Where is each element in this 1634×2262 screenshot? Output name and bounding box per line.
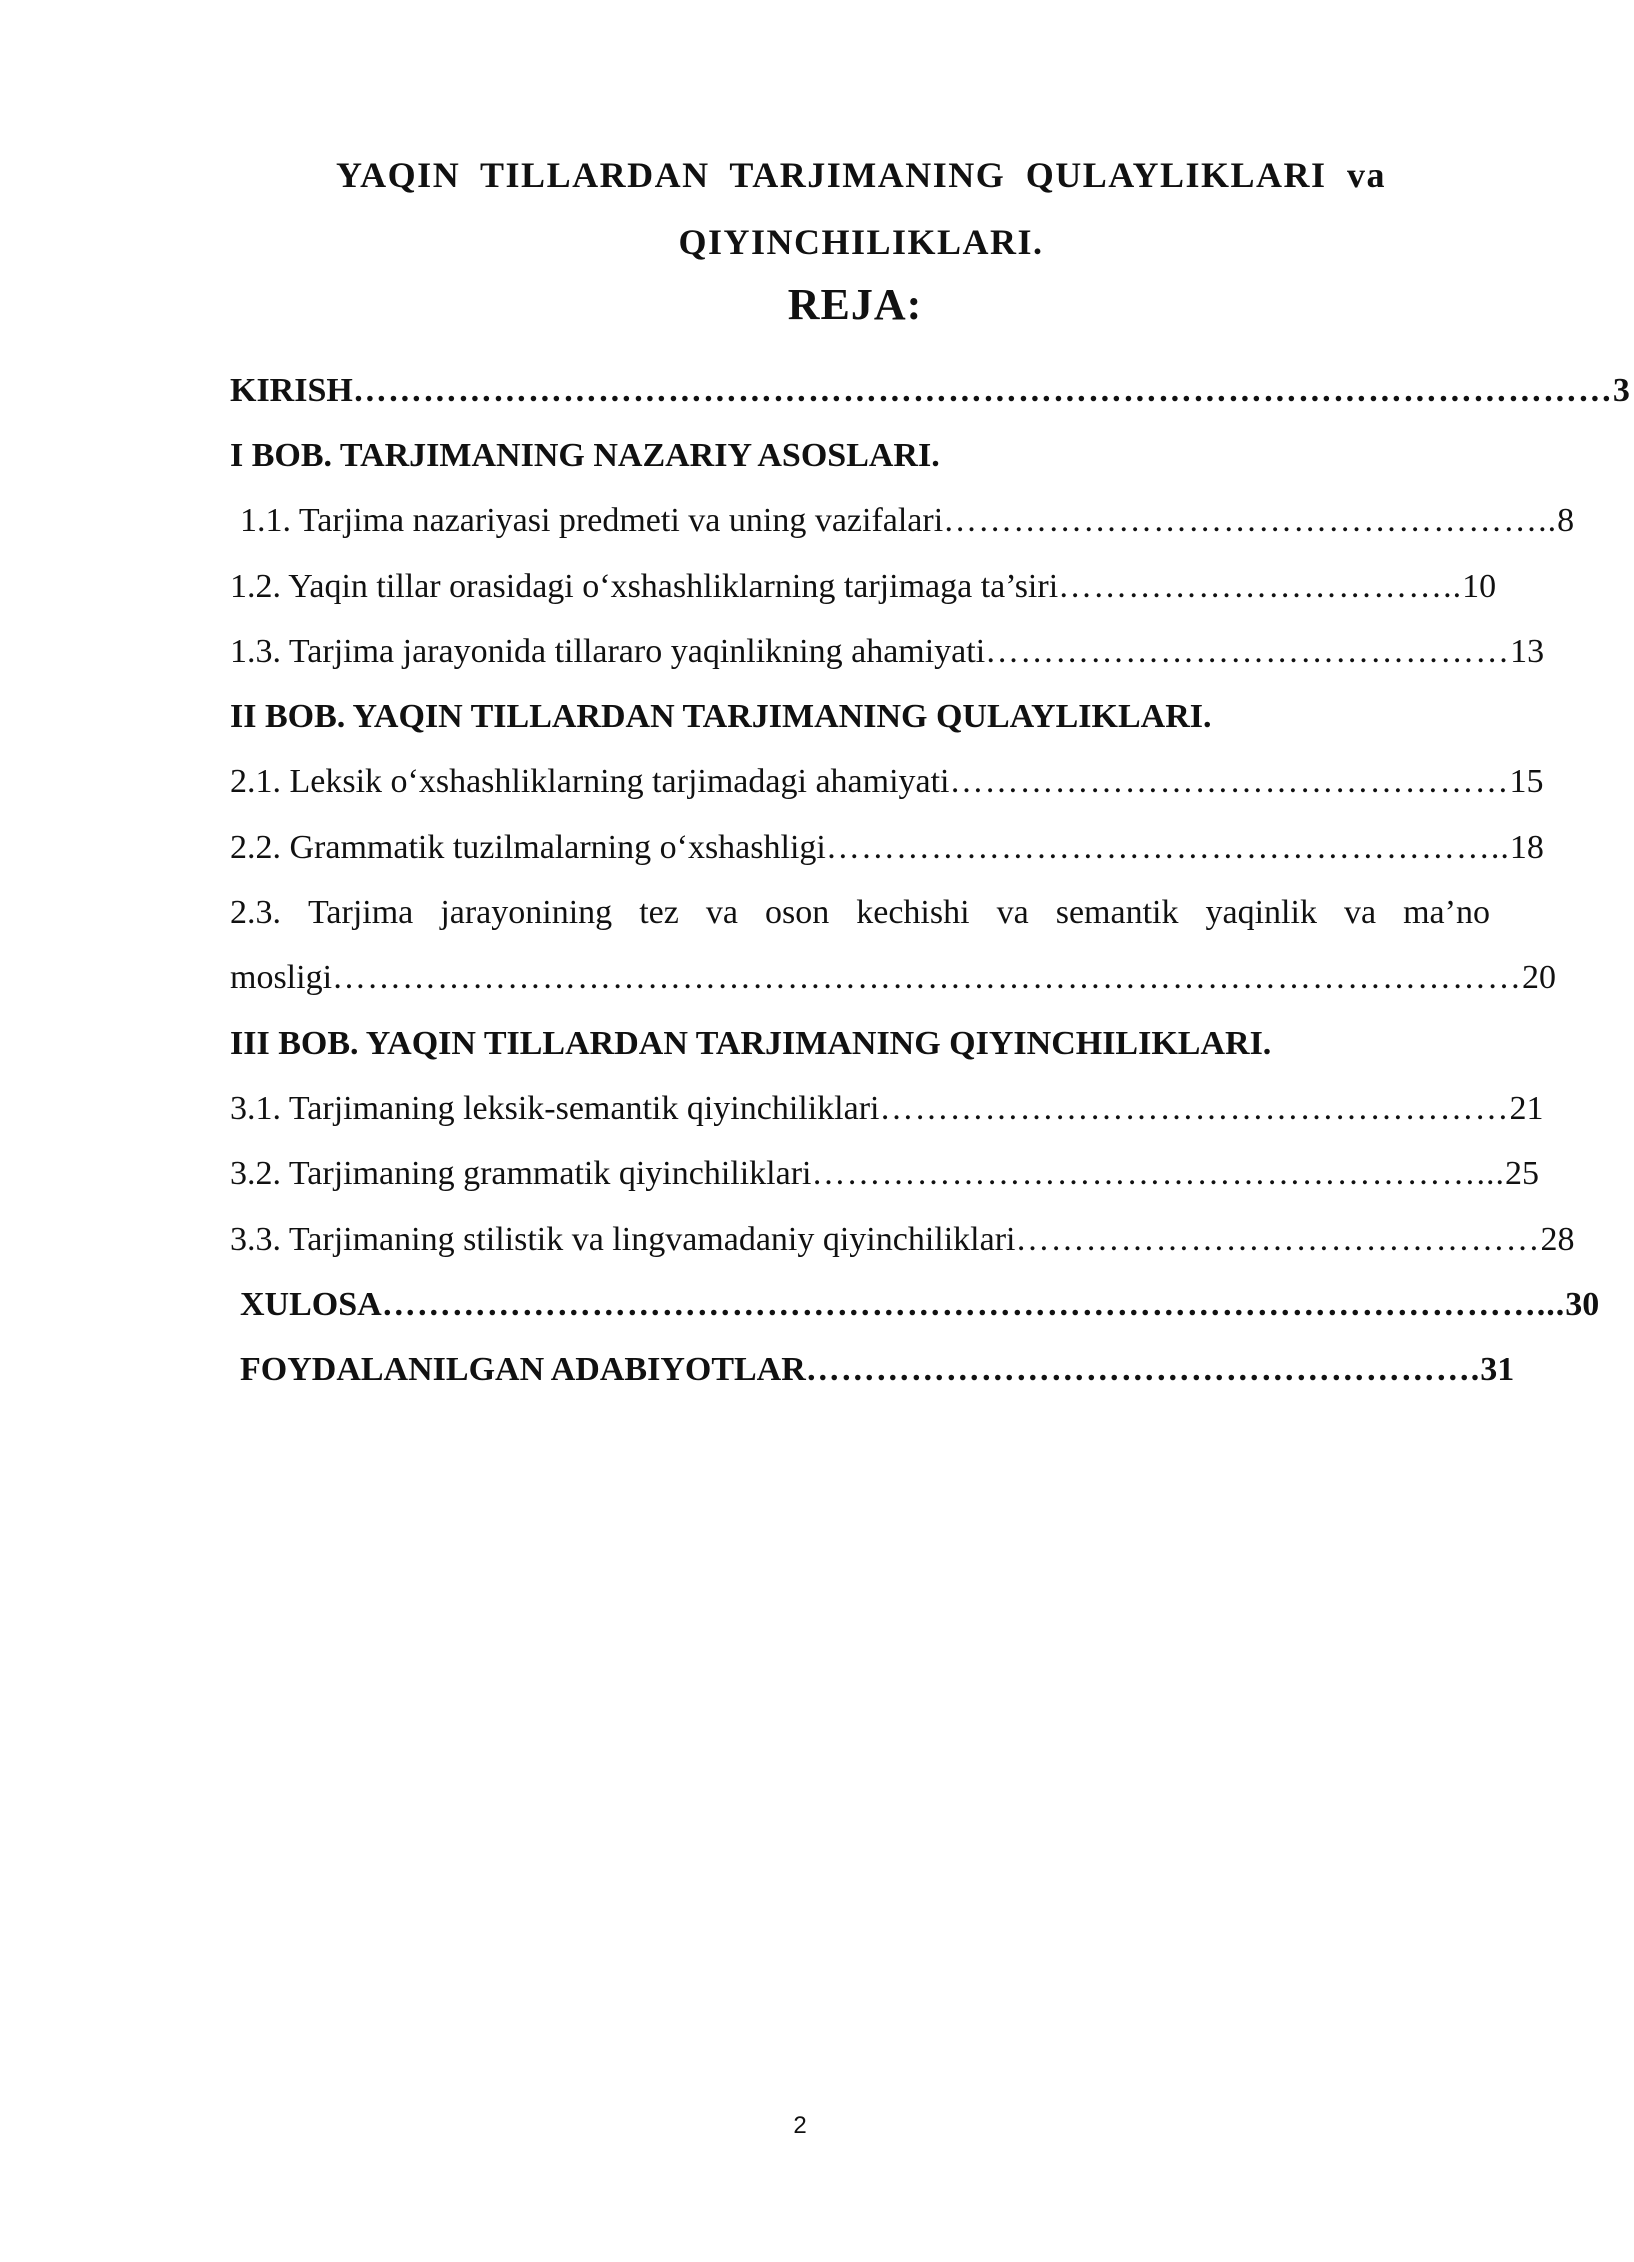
title-line-1: YAQIN TILLARDAN TARJIMANING QULAYLIKLARI va — [335, 155, 1386, 195]
toc-chapter-2 — [230, 684, 1492, 749]
toc-leader-dots: ………………………………………………………………………………………... — [381, 1285, 1566, 1323]
toc-entry-title: mosligi — [230, 959, 333, 997]
toc-page-number: 8 — [1557, 502, 1575, 540]
toc-page-number: 15 — [1509, 763, 1544, 801]
toc-word: yaqinlik — [1205, 894, 1317, 932]
toc-entry-2-2 — [230, 815, 1544, 880]
toc-word: jarayonining — [440, 894, 613, 932]
toc-entry-2-3-line-2 — [230, 946, 1557, 1011]
toc-entry-title: 3.1. Tarjimaning leksik-semantik qiyinchiliklari — [230, 1089, 880, 1127]
toc-leader-dots: ………………………………………… — [949, 763, 1510, 801]
toc-page-number: 30 — [1565, 1285, 1600, 1323]
toc-entry-xulosa — [230, 1272, 1600, 1337]
toc-entry-kirish — [230, 358, 1630, 423]
toc-entry-title: 2.2. Grammatik tuzilmalarning o‘xshashligi — [230, 828, 826, 866]
toc-page-number: 20 — [1522, 959, 1557, 997]
toc-word: va — [996, 894, 1029, 932]
toc-word: 2.3. — [230, 894, 281, 932]
toc-entry-title: 3.3. Tarjimaning stilistik va lingvamadaniy qiyinchiliklari — [230, 1220, 1016, 1258]
toc-entry-adabiyotlar — [230, 1337, 1515, 1402]
toc-page-number: 18 — [1509, 828, 1544, 866]
toc-page-number: 25 — [1505, 1155, 1539, 1193]
toc-leader-dots: …………………………………………………. — [805, 1351, 1481, 1389]
toc-entry-title: KIRISH — [230, 371, 353, 409]
toc-page-number: 21 — [1509, 1089, 1544, 1127]
toc-word: va — [1343, 894, 1377, 932]
toc-entry-2-3-line-1 — [230, 880, 1492, 945]
toc-leader-dots: ……………………………………………… — [879, 1089, 1510, 1127]
toc-entry-1-3 — [230, 619, 1545, 684]
title-line-2: QIYINCHILIKLARI. — [678, 222, 1044, 262]
toc-word: ma’no — [1403, 894, 1490, 932]
toc-entry-title: FOYDALANILGAN ADABIYOTLAR — [240, 1351, 806, 1389]
toc-page-number: 13 — [1510, 632, 1545, 670]
toc-chapter-title: III BOB. YAQIN TILLARDAN TARJIMANING QIYINCHILIKLARI. — [230, 1024, 1272, 1062]
toc-entry-title: XULOSA — [240, 1285, 382, 1323]
toc-page-number: 28 — [1540, 1220, 1575, 1258]
toc-word: kechishi — [856, 894, 970, 932]
toc-word: va — [705, 894, 738, 932]
toc-chapter-1 — [230, 423, 1492, 488]
toc-page-number: 31 — [1480, 1351, 1515, 1389]
toc-entry-2-1 — [230, 750, 1544, 815]
page-number: 2 — [793, 2112, 807, 2139]
toc-entry-title: 3.2. Tarjimaning grammatik qiyinchiliklari — [230, 1155, 812, 1193]
toc-leader-dots: ……………………………………… — [1015, 1220, 1541, 1258]
toc-leader-dots: …………………………………………….. — [943, 502, 1558, 540]
toc-entry-3-1 — [230, 1076, 1544, 1141]
toc-word: Tarjima — [308, 894, 414, 932]
toc-page-number: 10 — [1462, 567, 1497, 605]
toc-word: oson — [764, 894, 830, 932]
toc-entry-1-2 — [230, 554, 1497, 619]
toc-entry-3-2 — [230, 1142, 1539, 1207]
toc-chapter-title: I BOB. TARJIMANING NAZARIY ASOSLARI. — [230, 436, 940, 474]
toc-leader-dots: ………………………………………………………………………………………… — [332, 959, 1523, 997]
plan-heading: REJA: — [787, 280, 923, 329]
toc-chapter-3 — [230, 1011, 1492, 1076]
toc-leader-dots: …………………………….. — [1058, 567, 1463, 605]
toc-word: tez — [639, 894, 679, 932]
toc-leader-dots: ……………………………………………………………………………………………… — [352, 371, 1613, 409]
toc-entry-1-1 — [230, 489, 1575, 554]
toc-chapter-title: II BOB. YAQIN TILLARDAN TARJIMANING QULAYLIKLARI. — [230, 698, 1212, 736]
toc-entry-3-3 — [230, 1207, 1575, 1272]
toc-leader-dots: ………………………………………………….. — [825, 828, 1510, 866]
table-of-contents — [230, 358, 1630, 1403]
toc-entry-title: 1.2. Yaqin tillar orasidagi o‘xshashliklarning tarjimaga ta’siri — [230, 567, 1059, 605]
toc-page-number: 3 — [1612, 371, 1630, 409]
toc-entry-title: 1.3. Tarjima jarayonida tillararo yaqinlikning ahamiyati — [230, 632, 986, 670]
toc-leader-dots: ……………………………………… — [985, 632, 1511, 670]
toc-leader-dots: …………………………………………………... — [811, 1155, 1505, 1193]
toc-entry-title: 2.1. Leksik o‘xshashliklarning tarjimadagi ahamiyati — [230, 763, 950, 801]
toc-word: semantik — [1055, 894, 1179, 932]
toc-entry-title: 1.1. Tarjima nazariyasi predmeti va uning vazifalari — [240, 502, 944, 540]
